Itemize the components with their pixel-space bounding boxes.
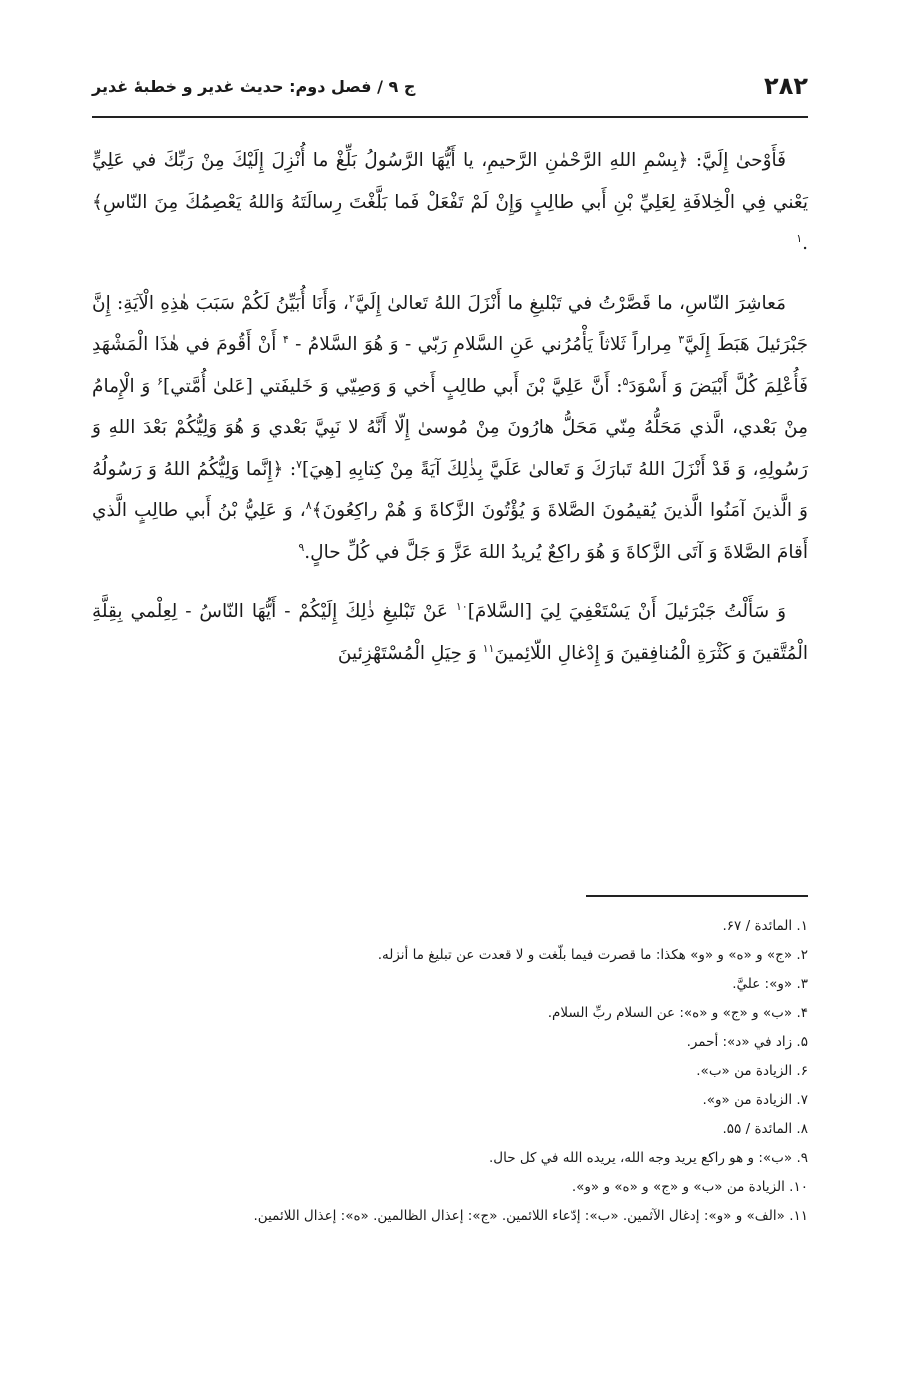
footnote-separator (586, 895, 808, 897)
text-run: وَ حِيَلِ الْمُسْتَهْزِئينَ (337, 642, 483, 664)
footnote-marker[interactable]: ۳ (678, 332, 685, 346)
footnote: ۹. «ب»: و هو راكع يريد وجه الله، يريده الله في كل حال. (488, 1150, 808, 1166)
footnote-marker[interactable]: ۸ (305, 498, 312, 512)
footnote: ۷. الزيادة من «و». (702, 1092, 808, 1108)
body-paragraph (92, 283, 808, 574)
footnote-marker[interactable]: ۱ (796, 231, 803, 245)
page-header (92, 68, 808, 118)
body-paragraph (92, 140, 808, 265)
text-run: ، وَ عَلِيُّ بْنُ أَبي طالِبٍ الَّذي أَقامَ الصَّلاةَ وَ آتَى الزَّكاةَ وَ هُوَ راكِعٌ يُريدُ اللهَ عَزَّ وَ جَلَّ في كُلِّ حالٍ. (92, 500, 808, 563)
text-run: : ﴿إِنَّما وَلِيُّكُمُ اللهُ وَ رَسُولُهُ وَ الَّذينَ آمَنُوا الَّذينَ يُقيمُونَ الصَّلاةَ وَ يُؤْتُونَ الزَّكاةَ وَ هُمْ راكِعُونَ﴾ (92, 458, 808, 521)
running-title: ج ۹ / فصل دوم: حديث غدير و خطبهٔ غدير (92, 77, 416, 96)
text-run: فَأَوْحىٰ إِلَيَّ: ﴿بِسْمِ اللهِ الرَّحْمٰنِ الرَّحيمِ، يا أَيُّهَا الرَّسُولُ بَلِّغْ ما أُنْزِلَ إِلَيْكَ مِنْ رَبِّكَ في عَلِيٍّ يَعْني فِي الْخِلافَةِ لِعَلِيِّ بْنِ أَبي طالِبٍ وَإِنْ لَمْ تَفْعَلْ فَما بَلَّغْتَ رِسالَتَهُ وَاللهُ يَعْصِمُكَ مِنَ النّاسِ﴾ . (92, 150, 808, 254)
footnote: ۳. «و»: عليَّ. (732, 976, 808, 992)
footnote: ۴. «ب» و «ج» و «ه»: عن السلام ربِّ السلام. (547, 1005, 808, 1021)
text-run: وَ سَأَلْتُ جَبْرَئيلَ أَنْ يَسْتَعْفِيَ لِيَ [السَّلامَ] (467, 601, 787, 622)
footnote: ۸. المائدة / ۵۵. (722, 1121, 808, 1137)
text-run: عَنْ تَبْليغِ ذٰلِكَ إِلَيْكُمْ - أَيُّهَا النّاسُ - لِعِلْمي بِقِلَّةِ الْمُتَّقينَ وَ كَثْرَةِ الْمُنافِقينَ وَ إِدْغالِ اللّائِمينَ (92, 601, 808, 664)
footnote: ۵. زاد في «د»: أحمر. (686, 1034, 808, 1050)
main-text (92, 140, 808, 692)
text-run: أَنْ أَقُومَ في هٰذَا الْمَشْهَدِ فَأُعْلِمَ كُلَّ أَبْيَضَ وَ أَسْوَدَ (92, 334, 809, 397)
body-paragraph (92, 591, 808, 674)
footnote-marker[interactable]: ۵ (622, 374, 629, 388)
footnote: ۱. المائدة / ۶۷. (722, 918, 808, 934)
text-run: وَ الْإِمامُ مِنْ بَعْدي، الَّذي مَحَلُّهُ مِنّي مَحَلُّ هارُونَ مِنْ مُوسىٰ إِلّا أَنَّهُ لا نَبِيَّ بَعْدي وَ هُوَ وَلِيُّكُمْ بَعْدَ اللهِ وَ رَسُولِهِ، وَ قَدْ أَنْزَلَ اللهُ تَبارَكَ وَ تَعالىٰ عَلَيَّ بِذٰلِكَ آيَةً مِنْ كِتابِهِ [هِيَ] (92, 375, 808, 480)
footnote-marker[interactable]: ۹ (298, 540, 305, 554)
page-number: ۲۸۲ (764, 72, 808, 100)
footnote: ۱۰. الزيادة من «ب» و «ج» و «ه» و «و». (571, 1179, 808, 1195)
text-run: ، وَأَنَا أُبَيِّنُ لَكُمْ سَبَبَ هٰذِهِ الْآيَةِ: إِنَّ جَبْرَئيلَ هَبَطَ إِلَيَّ (92, 292, 809, 355)
text-run: : أَنَّ عَلِيَّ بْنَ أَبي طالِبٍ أَخي وَ وَصِيّي وَ خَليفَتي [عَلىٰ أُمَّتي] (163, 375, 623, 397)
footnote: ۱۱. «الف» و «و»: إدغال الآثمين. «ب»: إدّعاء اللائمين. «ج»: إعذال الظالمين. «ه»: إعذال اللائمين. (253, 1208, 808, 1224)
footnote-marker[interactable]: ۷ (296, 457, 303, 471)
footnote: ۶. الزيادة من «ب». (696, 1063, 808, 1079)
footnote-marker[interactable]: ۲ (348, 291, 355, 305)
footnote: ۲. «ج» و «ه» و «و» هكذا: ما قصرت فيما بلّغت و لا قعدت عن تبليغ ما أنزله. (377, 947, 808, 963)
text-run: مِراراً ثَلاثاً يَأْمُرُني عَنِ السَّلامِ رَبّي - وَ هُوَ السَّلامُ - (288, 334, 679, 355)
footnote-marker[interactable]: ۱۱ (482, 641, 495, 655)
footnotes (92, 912, 808, 1231)
text-run: مَعاشِرَ النّاسِ، ما قَصَّرْتُ في تَبْليغِ ما أَنْزَلَ اللهُ تَعالىٰ إِلَيَّ (354, 292, 786, 314)
footnote-marker[interactable]: ۶ (157, 374, 164, 388)
footnote-marker[interactable]: ۴ (282, 332, 289, 346)
footnote-marker[interactable]: ۱۰ (455, 599, 468, 613)
